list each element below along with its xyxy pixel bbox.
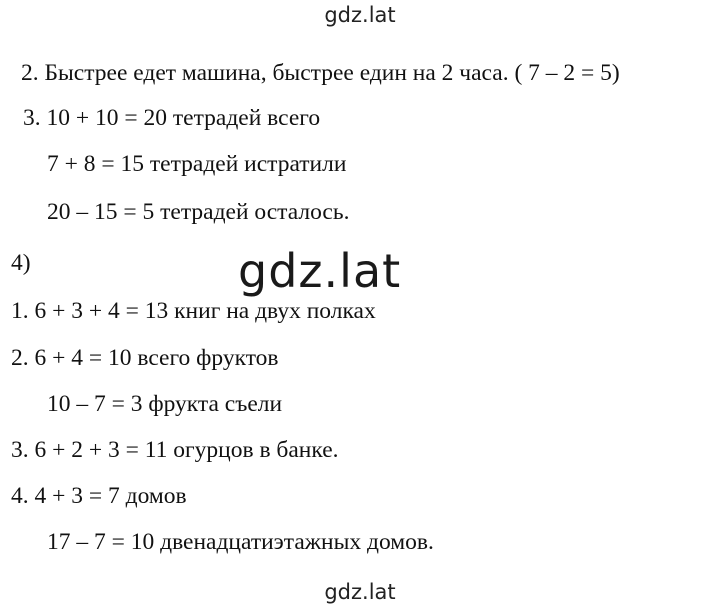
text-line-task3-left: 20 – 15 = 5 тетрадей осталось. [47,199,350,225]
text-line-task3-used: 7 + 8 = 15 тетрадей истратили [47,151,347,177]
text-line-4-1: 1. 6 + 3 + 4 = 13 книг на двух полках [11,298,376,324]
text-line-4-4-houses: 4. 4 + 3 = 7 домов [11,483,187,509]
text-line-task2: 2. Быстрее едет машина, быстрее един на 2 часа. ( 7 – 2 = 5) [21,60,620,86]
watermark-middle: gdz.lat [238,244,402,298]
text-line-4-2-eaten: 10 – 7 = 3 фрукта съели [47,391,283,417]
text-line-task3-total: 3. 10 + 10 = 20 тетрадей всего [23,105,321,131]
section-heading-4: 4) [11,250,31,276]
watermark-bottom: gdz.lat [324,580,396,604]
watermark-top: gdz.lat [324,3,396,27]
text-line-4-4-result: 17 – 7 = 10 двенадцатиэтажных домов. [47,529,434,555]
text-line-4-3: 3. 6 + 2 + 3 = 11 огурцов в банке. [11,437,339,463]
text-line-4-2-total: 2. 6 + 4 = 10 всего фруктов [11,345,279,371]
